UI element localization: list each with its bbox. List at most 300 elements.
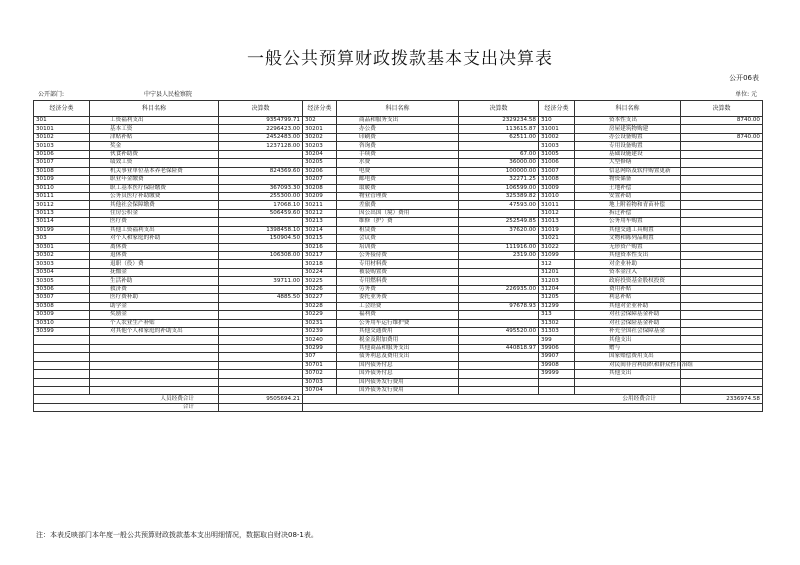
- table-row: [34, 201, 763, 209]
- table-row: [34, 260, 763, 268]
- table-row: [34, 252, 763, 260]
- table-row: [34, 277, 763, 285]
- amount: 67.00: [459, 150, 539, 158]
- econ-code: 30399: [34, 327, 90, 335]
- econ-code: 31010: [539, 192, 575, 200]
- amount: [681, 176, 763, 184]
- subject-name: 工资福利支出: [90, 117, 219, 125]
- subject-name: 公务用车购置: [575, 218, 681, 226]
- subject-name: 租赁费: [337, 226, 459, 234]
- subject-name: [90, 336, 219, 344]
- econ-code: 39906: [539, 344, 575, 352]
- subject-name: 专用燃料费: [337, 277, 459, 285]
- econ-code: [34, 378, 90, 386]
- grand-total-label: 合计: [34, 403, 219, 411]
- subject-name: 伙食补助费: [90, 150, 219, 158]
- table-code: 公开06表: [729, 74, 759, 82]
- table-row: [34, 311, 763, 319]
- amount: [219, 243, 303, 251]
- subject-name: 赠与: [575, 344, 681, 352]
- subject-name: [90, 344, 219, 352]
- table-row: [34, 142, 763, 150]
- econ-code: 30225: [303, 277, 337, 285]
- subject-name: 基本工资: [90, 125, 219, 133]
- amount: 226935.00: [459, 285, 539, 293]
- amount: 824369.60: [219, 167, 303, 175]
- amount: [219, 302, 303, 310]
- econ-code: 31007: [539, 167, 575, 175]
- table-row: [34, 226, 763, 234]
- subject-name: 对个人和家庭的补助: [90, 235, 219, 243]
- amount: 113615.87: [459, 125, 539, 133]
- amount: [681, 192, 763, 200]
- econ-code: 30305: [34, 277, 90, 285]
- econ-code: 30224: [303, 268, 337, 276]
- econ-code: 30229: [303, 311, 337, 319]
- subject-name: 因公出国（境）费用: [337, 209, 459, 217]
- econ-code: 30231: [303, 319, 337, 327]
- econ-code: 30212: [303, 209, 337, 217]
- table-row: [34, 176, 763, 184]
- econ-code: [539, 387, 575, 395]
- amount: [219, 218, 303, 226]
- personnel-total-value: 9505694.21: [219, 395, 303, 403]
- amount: [459, 268, 539, 276]
- econ-code: 30215: [303, 235, 337, 243]
- econ-code: 312: [539, 260, 575, 268]
- table-row: [34, 117, 763, 125]
- subject-name: 商品和服务支出: [337, 117, 459, 125]
- table-row: [34, 150, 763, 158]
- subject-name: 专用材料费: [337, 260, 459, 268]
- econ-code: 30209: [303, 192, 337, 200]
- subject-name: 电费: [337, 167, 459, 175]
- table-row: [34, 361, 763, 369]
- econ-code: 30204: [303, 150, 337, 158]
- econ-code: 31012: [539, 209, 575, 217]
- table-row: [34, 235, 763, 243]
- econ-code: 30303: [34, 260, 90, 268]
- amount: [681, 260, 763, 268]
- econ-code: 30113: [34, 209, 90, 217]
- amount: [219, 353, 303, 361]
- econ-code: 30106: [34, 150, 90, 158]
- econ-code: 30301: [34, 243, 90, 251]
- amount: [681, 243, 763, 251]
- amount: [459, 277, 539, 285]
- amount: 47593.00: [459, 201, 539, 209]
- amount: 8740.00: [681, 133, 763, 141]
- table-row: [34, 336, 763, 344]
- subject-name: 补充全国社会保障基金: [575, 327, 681, 335]
- econ-code: [34, 336, 90, 344]
- econ-code: 30211: [303, 201, 337, 209]
- subject-name: [90, 387, 219, 395]
- amount: 1237128.00: [219, 142, 303, 150]
- amount: [219, 378, 303, 386]
- table-row: [34, 353, 763, 361]
- subject-name: 土地补偿: [575, 184, 681, 192]
- econ-code: 30217: [303, 252, 337, 260]
- amount: [219, 344, 303, 352]
- subject-name: 国外债务付息: [337, 370, 459, 378]
- table-row: [34, 192, 763, 200]
- econ-code: 310: [539, 117, 575, 125]
- column-header: 决算数: [219, 101, 303, 117]
- econ-code: 31204: [539, 285, 575, 293]
- econ-code: 30304: [34, 268, 90, 276]
- subject-name: [575, 378, 681, 386]
- econ-code: [34, 370, 90, 378]
- expenditure-table: [33, 100, 763, 412]
- amount: 367093.30: [219, 184, 303, 192]
- econ-code: 30201: [303, 125, 337, 133]
- amount: [681, 387, 763, 395]
- amount: [219, 150, 303, 158]
- subject-name: 咨询费: [337, 142, 459, 150]
- econ-code: 30227: [303, 294, 337, 302]
- econ-code: 30207: [303, 176, 337, 184]
- econ-code: 30703: [303, 378, 337, 386]
- amount: [459, 294, 539, 302]
- subject-name: 地上附着物和青苗补偿: [575, 201, 681, 209]
- econ-code: [34, 387, 90, 395]
- column-header: 决算数: [681, 101, 763, 117]
- econ-code: 30202: [303, 133, 337, 141]
- econ-code: 30240: [303, 336, 337, 344]
- amount: 2452483.00: [219, 133, 303, 141]
- amount: [219, 260, 303, 268]
- public-total-label: 公用经费合计: [303, 395, 681, 403]
- amount: [219, 311, 303, 319]
- unit-label: 单位: 元: [735, 91, 757, 98]
- econ-code: 30214: [303, 226, 337, 234]
- column-header: 决算数: [459, 101, 539, 117]
- column-header: 科目名称: [575, 101, 681, 117]
- econ-code: 30199: [34, 226, 90, 234]
- amount: [681, 150, 763, 158]
- subject-name: [575, 387, 681, 395]
- amount: [219, 285, 303, 293]
- amount: 106599.00: [459, 184, 539, 192]
- econ-code: 31205: [539, 294, 575, 302]
- econ-code: 39999: [539, 370, 575, 378]
- subject-name: 其他资本性支出: [575, 252, 681, 260]
- econ-code: 31003: [539, 142, 575, 150]
- table-row: [34, 327, 763, 335]
- subject-name: 个人农业生产补贴: [90, 319, 219, 327]
- subject-name: 国内债务付息: [337, 361, 459, 369]
- amount: 8740.00: [681, 117, 763, 125]
- table-row: [34, 370, 763, 378]
- subject-name: 医疗费: [90, 218, 219, 226]
- table-row: [34, 167, 763, 175]
- subject-name: 委托业务费: [337, 294, 459, 302]
- subject-name: 救济费: [90, 285, 219, 293]
- subject-name: 税金及附加费用: [337, 336, 459, 344]
- econ-code: 30208: [303, 184, 337, 192]
- amount: [681, 184, 763, 192]
- econ-code: 313: [539, 311, 575, 319]
- subject-name: [90, 378, 219, 386]
- amount: [681, 167, 763, 175]
- econ-code: 30111: [34, 192, 90, 200]
- amount: [681, 277, 763, 285]
- econ-code: 31011: [539, 201, 575, 209]
- subject-name: 安置补助: [575, 192, 681, 200]
- subject-name: 物业管理费: [337, 192, 459, 200]
- amount: 2296423.00: [219, 125, 303, 133]
- econ-code: 31099: [539, 252, 575, 260]
- subject-name: 被装购置费: [337, 268, 459, 276]
- econ-code: 30103: [34, 142, 90, 150]
- subject-name: 其他对企业补助: [575, 302, 681, 310]
- econ-code: 302: [303, 117, 337, 125]
- econ-code: 31203: [539, 277, 575, 285]
- amount: 106308.00: [219, 252, 303, 260]
- subject-name: 房屋建筑物购建: [575, 125, 681, 133]
- subject-name: [90, 361, 219, 369]
- subject-name: 专用设备购置: [575, 142, 681, 150]
- amount: [681, 226, 763, 234]
- amount: [459, 311, 539, 319]
- amount: [681, 218, 763, 226]
- subject-name: 国外债务发行费用: [337, 387, 459, 395]
- subject-name: 培训费: [337, 243, 459, 251]
- table-row: [34, 344, 763, 352]
- grand-total-row: [34, 403, 763, 411]
- econ-code: 31006: [539, 159, 575, 167]
- table-row: [34, 125, 763, 133]
- personnel-total-label: 人员经费合计: [34, 395, 219, 403]
- econ-code: 30110: [34, 184, 90, 192]
- column-header: 经济分类: [34, 101, 90, 117]
- subject-name: 医疗费补助: [90, 294, 219, 302]
- amount: [681, 235, 763, 243]
- amount: 32271.25: [459, 176, 539, 184]
- subject-name: 会议费: [337, 235, 459, 243]
- econ-code: 31303: [539, 327, 575, 335]
- econ-code: 39908: [539, 361, 575, 369]
- subject-name: 公务用车运行维护费: [337, 319, 459, 327]
- subject-name: 利息补贴: [575, 294, 681, 302]
- amount: [681, 353, 763, 361]
- subject-name: [90, 353, 219, 361]
- column-header: 科目名称: [337, 101, 459, 117]
- column-header: 科目名称: [90, 101, 219, 117]
- subject-name: 其他支出: [575, 370, 681, 378]
- amount: [681, 125, 763, 133]
- econ-code: 30310: [34, 319, 90, 327]
- econ-code: 31019: [539, 226, 575, 234]
- amount: 2319.00: [459, 252, 539, 260]
- subject-name: 大型修缮: [575, 159, 681, 167]
- subject-name: 资本金注入: [575, 268, 681, 276]
- amount: [681, 302, 763, 310]
- table-row: [34, 209, 763, 217]
- econ-code: 30302: [34, 252, 90, 260]
- subject-name: 奖金: [90, 142, 219, 150]
- public-total-value: 2336974.58: [681, 395, 763, 403]
- amount: 17068.10: [219, 201, 303, 209]
- amount: 39711.00: [219, 277, 303, 285]
- amount: 4885.50: [219, 294, 303, 302]
- grand-total-filler: [303, 403, 763, 411]
- amount: [681, 327, 763, 335]
- amount: [459, 353, 539, 361]
- table-row: [34, 302, 763, 310]
- econ-code: 307: [303, 353, 337, 361]
- table-row: [34, 243, 763, 251]
- subject-name: 离休费: [90, 243, 219, 251]
- table-row: [34, 159, 763, 167]
- subject-name: 退职（役）费: [90, 260, 219, 268]
- econ-code: 301: [34, 117, 90, 125]
- amount: 111916.00: [459, 243, 539, 251]
- subject-name: 对企业补助: [575, 260, 681, 268]
- amount: 255300.00: [219, 192, 303, 200]
- footnote: 注：本表反映部门本年度一般公共预算财政拨款基本支出明细情况，数据取自财决08-1表。: [36, 531, 318, 539]
- amount: [219, 387, 303, 395]
- econ-code: 31299: [539, 302, 575, 310]
- subject-name: 国家赔偿费用支出: [575, 353, 681, 361]
- amount: [681, 370, 763, 378]
- subject-name: 生活补助: [90, 277, 219, 285]
- subject-name: 对社会保障基金补助: [575, 311, 681, 319]
- amount: [219, 176, 303, 184]
- subject-name: 取暖费: [337, 184, 459, 192]
- amount: [459, 235, 539, 243]
- amount: 36000.00: [459, 159, 539, 167]
- subject-name: [90, 370, 219, 378]
- amount: [219, 327, 303, 335]
- column-header: 经济分类: [539, 101, 575, 117]
- econ-code: [539, 378, 575, 386]
- subject-name: 政府投资基金股权投资: [575, 277, 681, 285]
- subject-name: 拆迁补偿: [575, 209, 681, 217]
- subject-name: 津贴补贴: [90, 133, 219, 141]
- amount: 9354799.71: [219, 117, 303, 125]
- subject-name: 奖励金: [90, 311, 219, 319]
- econ-code: 31005: [539, 150, 575, 158]
- amount: [681, 268, 763, 276]
- amount: 2329234.58: [459, 117, 539, 125]
- subject-name: 债务利息及费用支出: [337, 353, 459, 361]
- subtotal-row: [34, 395, 763, 403]
- department-name: 中宁县人民检察院: [144, 91, 193, 98]
- econ-code: [34, 353, 90, 361]
- subject-name: 工会经费: [337, 302, 459, 310]
- subject-name: 助学金: [90, 302, 219, 310]
- econ-code: 31001: [539, 125, 575, 133]
- grand-total-value: [219, 403, 303, 411]
- subject-name: 水费: [337, 159, 459, 167]
- amount: [681, 159, 763, 167]
- econ-code: 30107: [34, 159, 90, 167]
- amount: [459, 361, 539, 369]
- econ-code: 30108: [34, 167, 90, 175]
- amount: [681, 294, 763, 302]
- econ-code: 30205: [303, 159, 337, 167]
- subject-name: 国内债务发行费用: [337, 378, 459, 386]
- subject-name: 对社会保险基金补助: [575, 319, 681, 327]
- amount: [459, 142, 539, 150]
- econ-code: 30206: [303, 167, 337, 175]
- subject-name: 绩效工资: [90, 159, 219, 167]
- econ-code: 30109: [34, 176, 90, 184]
- table-row: [34, 387, 763, 395]
- page-title: 一般公共预算财政拨款基本支出决算表: [247, 49, 553, 69]
- amount: [681, 378, 763, 386]
- table-row: [34, 218, 763, 226]
- subject-name: 无形资产购置: [575, 243, 681, 251]
- subject-name: 其他支出: [575, 336, 681, 344]
- subject-name: 其他商品和服务支出: [337, 344, 459, 352]
- amount: 97678.93: [459, 302, 539, 310]
- econ-code: 39907: [539, 353, 575, 361]
- econ-code: 31002: [539, 133, 575, 141]
- subject-name: 维修（护）费: [337, 218, 459, 226]
- amount: [219, 268, 303, 276]
- amount: [459, 387, 539, 395]
- amount: [219, 319, 303, 327]
- amount: 37620.00: [459, 226, 539, 234]
- subject-name: 邮电费: [337, 176, 459, 184]
- subject-name: 公务员医疗补助缴费: [90, 192, 219, 200]
- econ-code: 30213: [303, 218, 337, 226]
- table-row: [34, 285, 763, 293]
- econ-code: 30203: [303, 142, 337, 150]
- amount: [681, 285, 763, 293]
- amount: [681, 201, 763, 209]
- subject-name: 住房公积金: [90, 209, 219, 217]
- subject-name: 机关事业单位基本养老保险费: [90, 167, 219, 175]
- amount: [459, 378, 539, 386]
- econ-code: 30218: [303, 260, 337, 268]
- table-row: [34, 184, 763, 192]
- econ-code: 30309: [34, 311, 90, 319]
- subject-name: 福利费: [337, 311, 459, 319]
- amount: 1398458.10: [219, 226, 303, 234]
- econ-code: 30112: [34, 201, 90, 209]
- subject-name: 基础设施建设: [575, 150, 681, 158]
- subject-name: 其他工资福利支出: [90, 226, 219, 234]
- amount: [681, 336, 763, 344]
- amount: [459, 319, 539, 327]
- subject-name: 职业年金缴费: [90, 176, 219, 184]
- econ-code: 31009: [539, 184, 575, 192]
- table-row: [34, 268, 763, 276]
- econ-code: [34, 344, 90, 352]
- column-header: 经济分类: [303, 101, 337, 117]
- econ-code: 30228: [303, 302, 337, 310]
- econ-code: 399: [539, 336, 575, 344]
- subject-name: 办公设备购置: [575, 133, 681, 141]
- subject-name: 信息网络及软件购置更新: [575, 167, 681, 175]
- econ-code: 30102: [34, 133, 90, 141]
- econ-code: 30101: [34, 125, 90, 133]
- department-label: 公开部门:: [38, 91, 65, 98]
- amount: 440818.97: [459, 344, 539, 352]
- subject-name: 办公费: [337, 125, 459, 133]
- subject-name: 劳务费: [337, 285, 459, 293]
- amount: 506459.60: [219, 209, 303, 217]
- econ-code: [34, 361, 90, 369]
- econ-code: 30704: [303, 387, 337, 395]
- econ-code: 30239: [303, 327, 337, 335]
- subject-name: 文物和陈列品购置: [575, 235, 681, 243]
- amount: [219, 159, 303, 167]
